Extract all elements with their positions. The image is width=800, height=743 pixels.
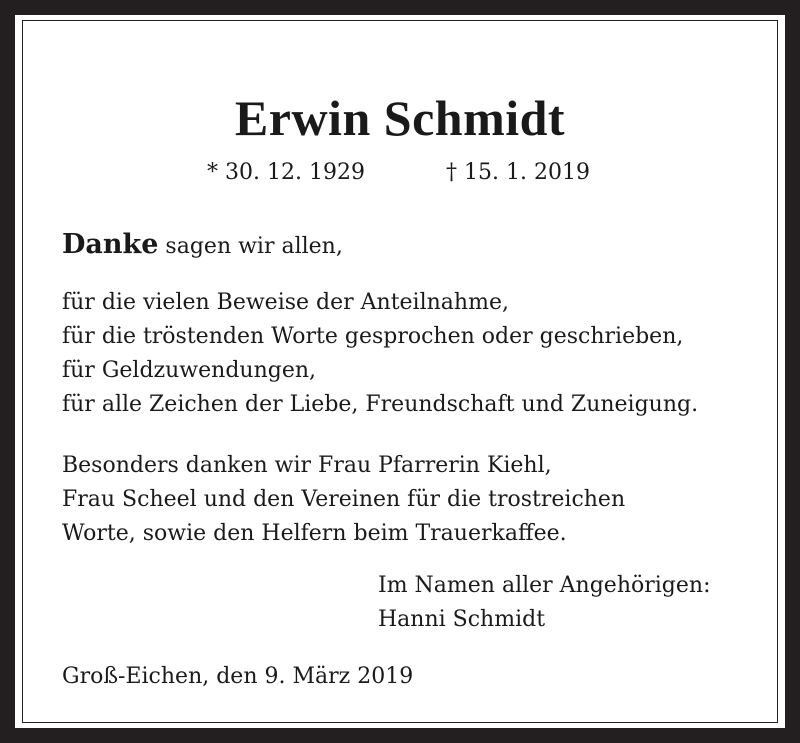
thanks-paragraph-2 [62, 449, 625, 551]
signature-block [378, 569, 710, 637]
text-line: Besonders danken wir Frau Pfarrerin Kiehl, [62, 453, 552, 478]
thanks-intro-rest: sagen wir allen, [158, 234, 343, 259]
text-line: für alle Zeichen der Liebe, Freundschaft und Zuneigung. [62, 392, 699, 417]
place-and-date: Groß-Eichen, den 9. März 2019 [62, 664, 414, 689]
signature-name: Hanni Schmidt [378, 607, 546, 632]
text-line: Worte, sowie den Helfern beim Trauerkaffee. [62, 521, 567, 546]
thanks-intro [62, 229, 343, 260]
thanks-paragraph-1 [62, 286, 698, 422]
deceased-name: Erwin Schmidt [234, 90, 566, 146]
death-date: † 15. 1. 2019 [446, 160, 590, 185]
text-line: für Geldzuwendungen, [62, 358, 316, 383]
signature-line: Im Namen aller Angehörigen: [378, 573, 711, 598]
text-line: für die tröstenden Worte gesprochen oder geschrieben, [62, 324, 684, 349]
thanks-word: Danke [62, 229, 159, 260]
text-line: Frau Scheel und den Vereinen für die trostreichen [62, 487, 626, 512]
text-line: für die vielen Beweise der Anteilnahme, [62, 290, 509, 315]
birth-date: * 30. 12. 1929 [207, 160, 365, 185]
